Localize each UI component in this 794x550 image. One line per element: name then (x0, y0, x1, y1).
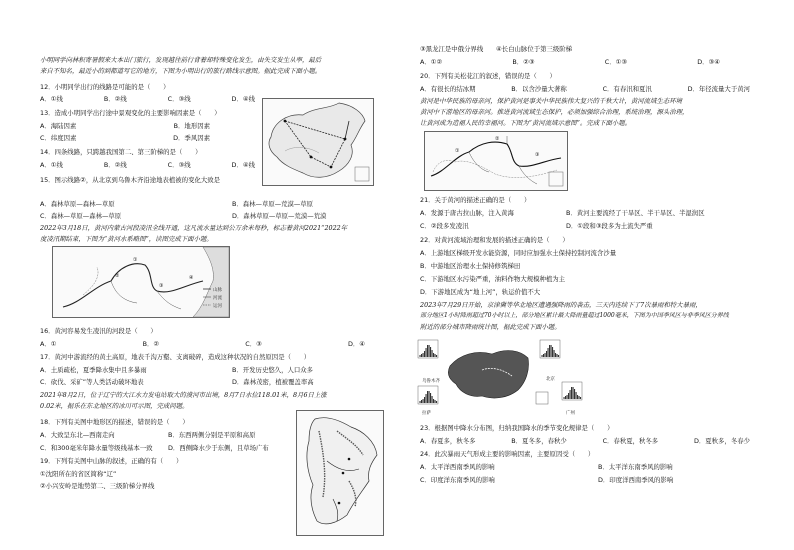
option[interactable]: C．③线 (167, 161, 191, 169)
q16-options (40, 340, 365, 348)
mini-chart-bar (433, 399, 434, 403)
option[interactable]: D．森林茂密，植被覆盖率高 (232, 378, 314, 386)
option[interactable]: B．以含沙量大著称 (511, 85, 567, 93)
china-route-map (263, 99, 373, 185)
question-20: 20．下列有关松花江的叙述，错误的是（ ） (420, 72, 556, 80)
option[interactable]: B．东西两侧分别是平原和高原 (168, 431, 256, 439)
mini-chart-bar (436, 355, 437, 357)
option[interactable]: B．地形因素 (173, 122, 210, 130)
city-label: 北京 (546, 377, 555, 382)
option[interactable]: D．③④ (697, 58, 720, 66)
intro-text: 部分地区1小时降雨超过70小时以上，部分地区累计最大降雨量超过1000毫米，下图为中国季风区与非季风区分界线 (420, 312, 729, 319)
yellow-river-basin-map (425, 132, 567, 190)
question-19: 19．下列有关图中山脉的叙述，正确的有（ ） (40, 457, 183, 465)
mini-chart-bar (420, 401, 421, 403)
q20-options (420, 85, 750, 93)
option[interactable]: B．② (142, 340, 160, 348)
option[interactable]: B．森林—草原—荒漠—草原 (232, 200, 314, 208)
option[interactable]: C．②段多发凌汛 (420, 222, 469, 230)
option[interactable]: B．中游地区治理水土保持修筑梯田 (420, 262, 521, 270)
mini-chart-bar (435, 400, 436, 403)
option[interactable]: C．砍伐、采矿”等人类活动破坏地表 (40, 378, 144, 386)
mini-chart-bar (423, 399, 424, 403)
mini-chart-bar (430, 347, 431, 357)
intro-text: 黄河中下游地区的母亲河。推进黄河流域生态保护，必须加强综合治理，系统治理，源头治理， (420, 108, 689, 116)
mini-chart-bar (580, 397, 581, 399)
option[interactable]: C．印度洋东南季风的影响 (420, 476, 495, 484)
mini-chart-bar (430, 393, 431, 403)
svg-text:①: ① (133, 257, 138, 263)
option[interactable]: A．① (40, 340, 57, 348)
option[interactable]: D．夏秋多，冬春少 (693, 437, 750, 445)
q14-options (40, 161, 255, 169)
svg-text:①: ① (455, 148, 460, 154)
mini-chart-bar (577, 395, 578, 399)
mini-chart-bar (545, 353, 546, 357)
intro-text: 度凌汛期结束，下图为“黄河水系略图”，读图完成下面小题。 (40, 235, 213, 243)
option[interactable]: D．④ (347, 340, 365, 348)
svg-text:②: ② (115, 273, 120, 279)
mini-chart-bar (548, 348, 549, 357)
option[interactable]: A．土质疏松，夏季降水集中且多暴雨 (40, 366, 147, 374)
option[interactable]: A．有很长的结冰期 (420, 85, 476, 93)
mini-chart-bar (579, 396, 580, 399)
question-22: 22．对黄河流域治理和发展的描述正确的是（ ） (420, 236, 569, 244)
svg-text:④: ④ (189, 275, 194, 281)
option[interactable]: B．夏冬多，春秋少 (511, 437, 567, 445)
yellow-river-map-figure (52, 246, 230, 318)
option[interactable]: B．开发历史悠久，人口众多 (232, 366, 314, 374)
mini-chart-bar (429, 391, 430, 403)
option[interactable]: B．②线 (103, 161, 127, 169)
option[interactable]: A．春夏多，秋冬多 (420, 437, 476, 445)
option[interactable]: D．④线 (231, 161, 255, 169)
mini-chart-bar (432, 350, 433, 357)
question-17: 17．黄河中游流经的黄土高原，地表千沟万壑、支离破碎，造成这种状况的自然原因是（ ） (40, 353, 311, 361)
mini-chart-bar (436, 401, 437, 403)
question-12: 12．小明同学出行的线路是可能的是（ ） (40, 83, 170, 91)
legend-label: 山脉 (213, 288, 222, 293)
question-14: 14．四条线路，只跨越我国第二、第三阶梯的是（ ） (40, 148, 202, 156)
mini-chart-bar (571, 387, 572, 399)
option[interactable]: C．森林—草原—森林—草原 (40, 212, 122, 220)
mini-chart-bar (426, 394, 427, 403)
option[interactable]: B．②线 (103, 95, 127, 103)
option[interactable]: C．纬度因素 (40, 134, 77, 142)
mini-chart-bar (574, 389, 575, 399)
option[interactable]: D．森林草原—草原—荒漠—荒漠 (232, 212, 327, 220)
option[interactable]: D．下游地区成为“地上河”，轨运价值不大 (420, 288, 541, 296)
city-label: 乌鲁木齐 (422, 379, 440, 384)
mini-chart-bar (573, 387, 574, 399)
mini-chart-bar (555, 353, 556, 357)
option[interactable]: A．太平洋西南季风的影响 (420, 463, 495, 471)
option[interactable]: A．发源于唐古拉山脉，注入黄海 (420, 209, 514, 217)
mini-chart-bar (435, 354, 436, 357)
option[interactable]: A．上游地区梯级开发水能资源，同时应加强水土保持控制河流含沙量 (420, 249, 617, 257)
statement: ①沈阳所在的省区简称“辽” (40, 470, 117, 478)
option[interactable]: C．和300毫米年降水量等级线基本一致 (40, 444, 153, 452)
option[interactable]: B．太平洋东南季风的影响 (598, 463, 673, 471)
question-23: 23．根据图中降水分布图，归纳我国降水的季节变化规律是（ ） (420, 424, 614, 432)
precipitation-figure (416, 336, 584, 416)
option[interactable]: A．①线 (40, 161, 63, 169)
city-label: 广州 (566, 411, 575, 416)
option[interactable]: A．海陆因素 (40, 122, 77, 130)
statement: ②小兴安岭是地势第二、三级阶梯分界线 (40, 482, 155, 490)
option[interactable]: C．③线 (167, 95, 191, 103)
option[interactable]: C．①③ (604, 58, 628, 66)
intro-text: 2022年3月18日，黄河内蒙古河段凌汛全线开通，这凡流水量达到公万余米每秒，标志着黄河2021“2022年 (40, 224, 348, 232)
mini-chart-bar (542, 355, 543, 357)
question-18: 18．下列有关图中地形区的描述，错误的是（ ） (40, 418, 189, 426)
option[interactable]: C．下游地区水污染严重，油料作物大规模种植为主 (420, 275, 566, 283)
mini-chart-bar (432, 396, 433, 403)
mini-chart-bar (420, 355, 421, 357)
mini-chart-bar (421, 400, 422, 403)
mini-chart-bar (551, 345, 552, 357)
intro-text: 黄河是中华民族的母亲河，保护黄河是事关中华民族伟大复兴的千秋大计，黄河流域生态环境 (420, 97, 683, 105)
option[interactable]: C．③ (245, 340, 262, 348)
mini-chart-bar (427, 345, 428, 357)
r1-options (420, 58, 720, 66)
question-13: 13．造成小明同学出行途中景观变化的主要影响因素是（ ） (40, 109, 221, 117)
option[interactable]: D．西侧降水少于东侧，且草场广布 (168, 444, 269, 452)
intro-text: 0.02米，据乐在东北地区的冰川可示图，完成问题。 (40, 402, 189, 410)
option[interactable]: C．有春汛和夏汛 (602, 85, 652, 93)
mini-chart-bar (549, 345, 550, 357)
mini-chart-bar (565, 396, 566, 399)
intro-text: 附近的部分城市降雨统计图，据此完成下面小题。 (420, 323, 561, 331)
intro-text: 让黄河成为造福人民的幸福河。下图为“黄河流域示意图”。完成下面小题。 (420, 119, 632, 127)
precipitation-map (416, 336, 584, 416)
mini-chart-bar (427, 391, 428, 403)
mini-chart-bar (433, 353, 434, 357)
route-map-figure (262, 98, 374, 186)
mini-chart-bar (424, 397, 425, 403)
intro-text: 来自不知名，最近小的到都道写它的地方，下图为小明出行的旅行路线示意图。据此完成下面小题。 (40, 67, 322, 75)
city-label: 拉萨 (422, 411, 431, 416)
svg-text:②: ② (495, 136, 500, 142)
svg-text:③: ③ (159, 283, 164, 289)
yellow-river-map (53, 247, 229, 317)
mini-chart-bar (423, 353, 424, 357)
northeast-china-map (297, 411, 383, 535)
q13-options-row2 (40, 134, 210, 142)
question-21: 21．关于黄河的描述正确的是（ ） (420, 196, 531, 204)
mini-chart-bar (567, 395, 568, 399)
yellow-river-basin-figure (424, 131, 568, 191)
mini-chart-bar (546, 351, 547, 357)
mini-chart-bar (429, 345, 430, 357)
svg-text:③: ③ (535, 152, 540, 158)
option[interactable]: A．大致呈东北—西南走向 (40, 431, 115, 439)
statement: ③黑龙江是中俄分界线 ④长白山脉位于第三级阶梯 (420, 45, 573, 53)
intro-text: 小明同学向林积寄暑假来大本出门旅行，发现越往前行背着却特殊变化发生，由失交发生从率，最后 (40, 56, 322, 64)
mini-chart-bar (557, 354, 558, 357)
intro-text: 2021年8月2日，位于辽宁的大江水力发电站取大的漠河市出境，8月7日水位118.01米，8月6日上涨 (40, 391, 327, 399)
legend-label: 河流 (213, 296, 222, 301)
mini-chart-bar (554, 350, 555, 357)
mini-chart-bar (558, 355, 559, 357)
intro-text: 2023年7月29日开始，京津冀等华北地区遭遇强降雨的袭击，三天内连续下了7次暴雨和特大暴雨， (420, 301, 702, 309)
option[interactable]: B．黄河主要流经了干旱区、半干旱区、半湿润区 (566, 209, 705, 217)
mini-chart-bar (543, 354, 544, 357)
mini-chart-bar (421, 354, 422, 357)
option[interactable]: A．①② (420, 58, 443, 66)
mini-chart-bar (426, 348, 427, 357)
question-24: 24．此次暴雨天气形成主要的影响因素，主要原因受（ ） (420, 450, 595, 458)
mini-chart-bar (570, 390, 571, 399)
option[interactable]: C．春秋夏，秋冬多 (602, 437, 659, 445)
option[interactable]: D．①段和③段多为土流失严重 (566, 222, 653, 230)
mini-chart-bar (576, 392, 577, 399)
option[interactable]: D．年径流量大于黄河 (687, 85, 750, 93)
mini-chart-bar (568, 393, 569, 399)
option[interactable]: D．季风因素 (173, 134, 210, 142)
mini-chart-bar (552, 347, 553, 357)
mini-chart-bar (564, 397, 565, 399)
northeast-map-figure (296, 410, 384, 536)
mini-chart-bar (424, 351, 425, 357)
option[interactable]: A．①线 (40, 95, 63, 103)
question-16: 16．黄河容易发生凌汛的河段是（ ） (40, 327, 157, 335)
option[interactable]: A．森林草原—森林—草原 (40, 200, 115, 208)
question-15: 15．图示线路②，从北京到乌鲁木齐沿途地表植被的变化大致是 (40, 176, 221, 184)
option[interactable]: D．④线 (231, 95, 255, 103)
option[interactable]: D．印度洋西南季风的影响 (598, 476, 674, 484)
option[interactable]: B．②③ (512, 58, 535, 66)
q12-options (40, 95, 255, 103)
legend-label: 运河 (213, 304, 222, 309)
q13-options-row1 (40, 122, 210, 130)
q23-options (420, 437, 750, 445)
